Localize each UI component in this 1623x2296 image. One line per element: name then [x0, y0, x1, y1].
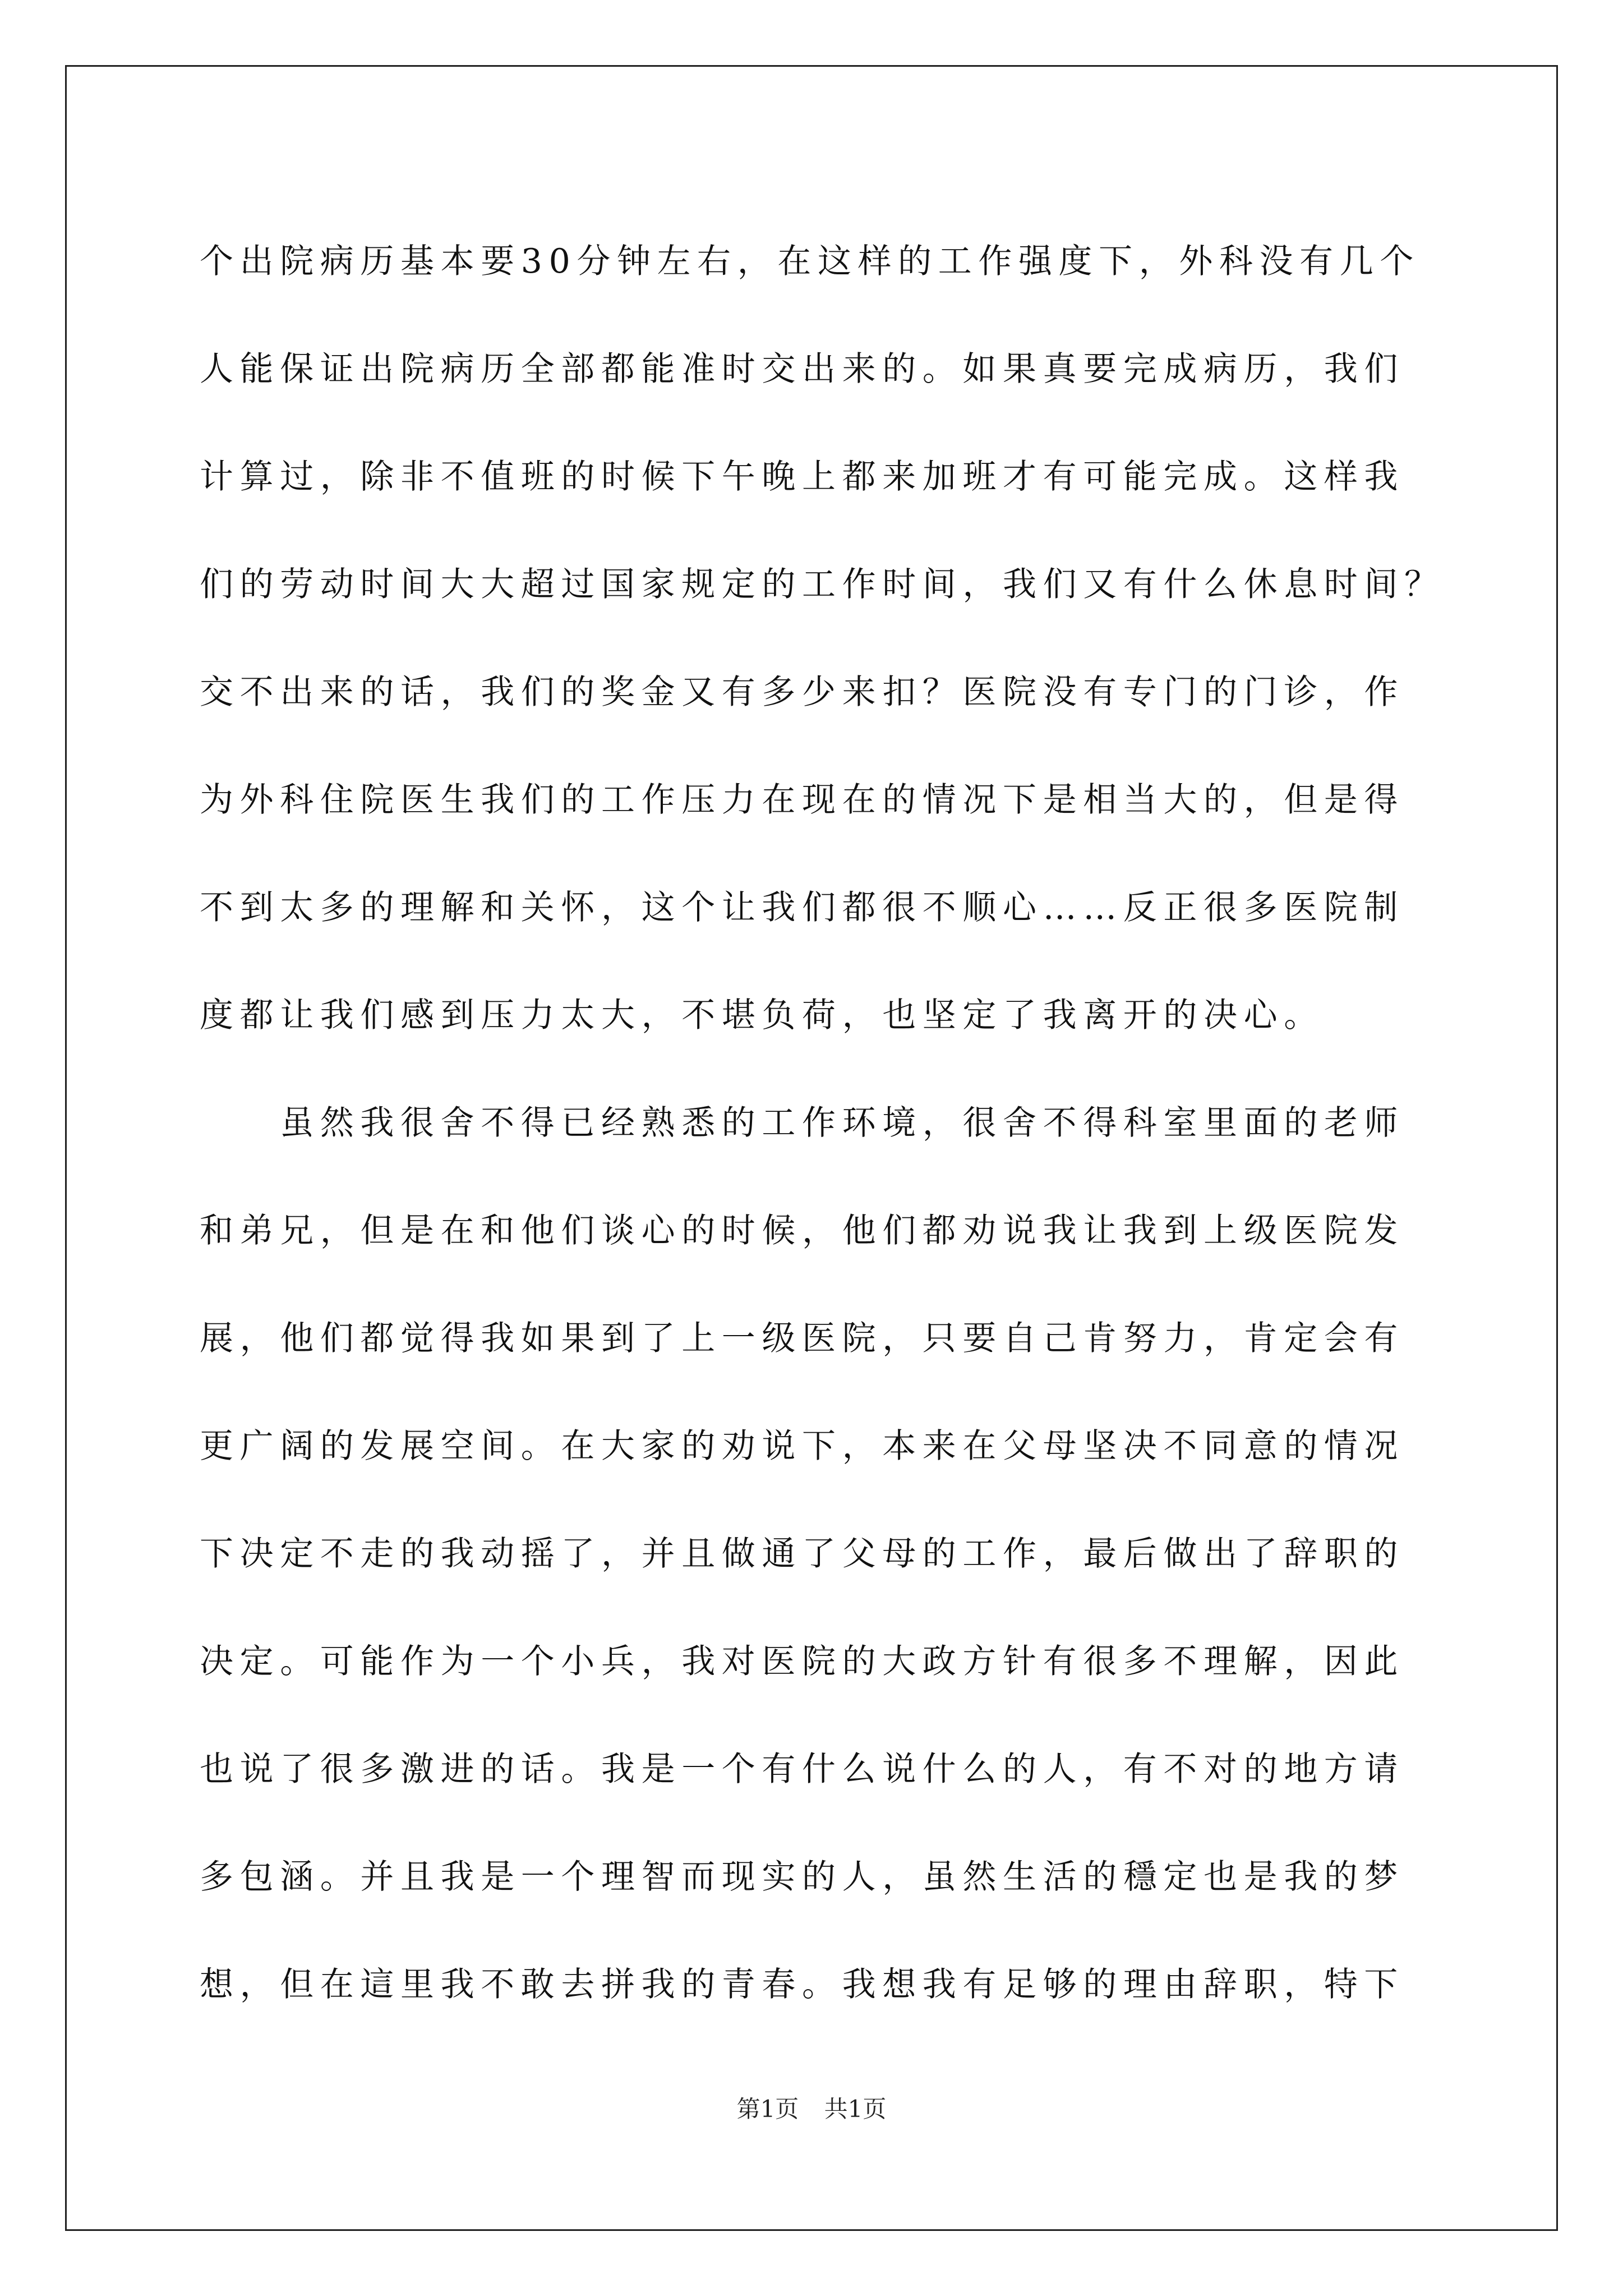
text-line: 下决定不走的我动摇了，并且做通了父母的工作，最后做出了辞职的: [200, 1534, 1404, 1573]
text-line: 虽然我很舍不得已经熟悉的工作环境，很舍不得科室里面的老师: [200, 1103, 1404, 1143]
page-total: 共1页: [824, 2095, 887, 2123]
text-line: 人能保证出院病历全部都能准时交出来的。如果真要完成病历，我们: [200, 349, 1404, 389]
document-body: [200, 208, 1445, 2039]
text-line: 更广阔的发展空间。在大家的劝说下，本来在父母坚决不同意的情况: [200, 1427, 1404, 1466]
page-number: 第1页: [736, 2095, 799, 2123]
text-line: 们的劳动时间大大超过国家规定的工作时间，我们又有什么休息时间？: [200, 565, 1445, 604]
text-line: 个出院病历基本要30分钟左右，在这样的工作强度下，外科没有几个: [200, 242, 1420, 281]
text-line: 交不出来的话，我们的奖金又有多少来扣？医院没有专门的门诊，作: [200, 673, 1404, 712]
text-line: 度都让我们感到压力太大，不堪负荷，也坚定了我离开的决心。: [200, 996, 1324, 1035]
text-line: 多包涵。并且我是一个理智而现实的人，虽然生活的穩定也是我的梦: [200, 1857, 1404, 1897]
text-line: 和弟兄，但是在和他们谈心的时候，他们都劝说我让我到上级医院发: [200, 1211, 1404, 1250]
text-line: 展，他们都觉得我如果到了上一级医院，只要自己肯努力，肯定会有: [200, 1319, 1404, 1358]
text-line: 计算过，除非不值班的时候下午晚上都来加班才有可能完成。这样我: [200, 457, 1404, 496]
page-footer: [0, 2092, 1623, 2126]
text-line: 也说了很多激进的话。我是一个有什么说什么的人，有不对的地方请: [200, 1750, 1404, 1789]
text-line: 决定。可能作为一个小兵，我对医院的大政方针有很多不理解，因此: [200, 1642, 1404, 1681]
text-line: 想，但在這里我不敢去拼我的青春。我想我有足够的理由辞职，特下: [200, 1965, 1404, 2004]
text-line: 为外科住院医生我们的工作压力在现在的情况下是相当大的，但是得: [200, 780, 1404, 820]
text-line: 不到太多的理解和关怀，这个让我们都很不顺心……反正很多医院制: [200, 888, 1404, 927]
